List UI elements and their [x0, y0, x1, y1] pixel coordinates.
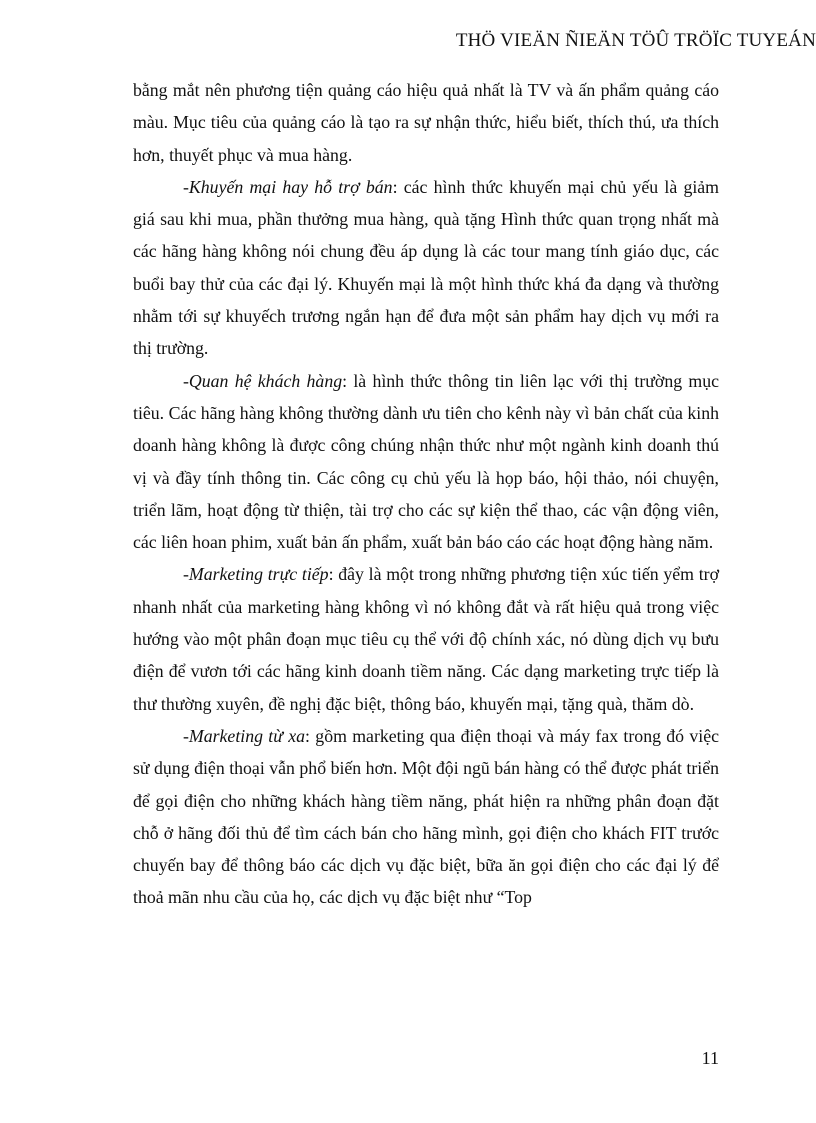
paragraph-advertising-continued [133, 74, 719, 171]
paragraph-text: bằng mắt nên phương tiện quảng cáo hiệu quả nhất là TV và ấn phẩm quảng cáo màu. Mục tiêu của quảng cáo là tạo ra sự nhận thức, hiểu biết, thích thú, ưa thích hơn, thuyết phục và mua hàng. [133, 80, 719, 165]
paragraph-text: : đây là một trong những phương tiện xúc tiến yểm trợ nhanh nhất của marketing hàng không vì nó không đắt và rất hiệu quả trong việc hướng vào một phân đoạn mục tiêu cụ thể với độ chính xác, nó dùng dịch vụ bưu điện để vươn tới các hãng kinh doanh tiềm năng. Các dạng marketing trực tiếp là thư thường xuyên, đề nghị đặc biệt, thông báo, khuyến mại, tặng quà, thăm dò. [133, 564, 719, 714]
paragraph-term: -Marketing từ xa [183, 725, 306, 746]
paragraph-term: -Marketing trực tiếp [183, 564, 329, 585]
page-number: 11 [701, 1048, 719, 1068]
paragraph-text: : gồm marketing qua điện thoại và máy fax trong đó việc sử dụng điện thoại vẫn phổ biến hơn. Một đội ngũ bán hàng có thể được phát triển để gọi điện cho những khách hàng tiềm năng, phát hiện ra những phân đoạn đặt chỗ ở hãng đối thủ để tìm cách bán cho hãng mình, gọi điện cho khách FIT trước chuyến bay để thông báo các dịch vụ đặc biệt, bữa ăn gọi điện cho các đại lý để thoả mãn nhu cầu của họ, các dịch vụ đặc biệt như “Top [133, 725, 719, 908]
paragraph-direct-marketing [133, 558, 719, 719]
paragraph-term: -Quan hệ khách hàng [183, 370, 343, 391]
paragraph-text: : các hình thức khuyến mại chủ yếu là giảm giá sau khi mua, phần thưởng mua hàng, quà tặng Hình thức quan trọng nhất mà các hãng hàng không nói chung đều áp dụng là các tour mang tính giáo dục, các buổi bay thử của các đại lý. Khuyến mại là một hình thức khá đa dạng và thường nhằm tới sự khuyếch trương ngắn hạn để đưa một sản phẩm hay dịch vụ mới ra thị trường. [133, 176, 719, 359]
paragraph-sales-promotion [133, 171, 719, 365]
paragraph-term: -Khuyến mại hay hỗ trợ bán [183, 176, 393, 197]
page-header-title: THÖ VIEÄN ÑIEÄN TÖÛ TRÖÏC TUYEÁN [455, 30, 816, 51]
body-text [133, 74, 719, 914]
paragraph-customer-relations [133, 365, 719, 559]
paragraph-text: : là hình thức thông tin liên lạc với thị trường mục tiêu. Các hãng hàng không thường dành ưu tiên cho kênh này vì bản chất của kinh doanh hàng không là được công chúng nhận thức như một ngành kinh doanh thú vị và đầy tính thông tin. Các công cụ chủ yếu là họp báo, hội thảo, nói chuyện, triển lãm, hoạt động từ thiện, tài trợ cho các sự kiện thể thao, các vận động viên, các liên hoan phim, xuất bản ấn phẩm, xuất bản báo cáo các hoạt động hàng năm. [133, 370, 719, 553]
paragraph-telemarketing [133, 720, 719, 914]
